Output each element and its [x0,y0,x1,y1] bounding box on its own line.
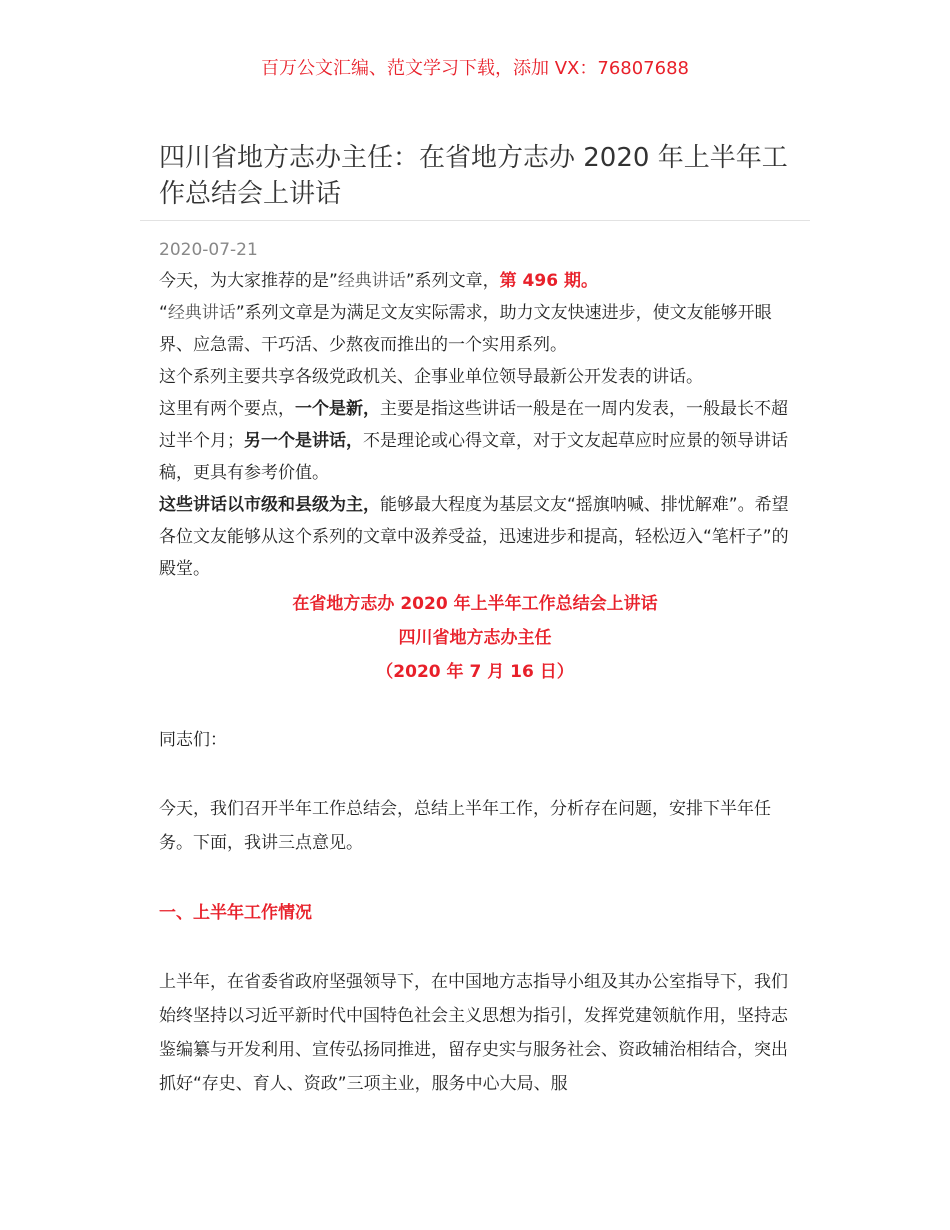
speech-heading: 在省地方志办 2020 年上半年工作总结会上讲话 [292,594,658,614]
intro-paragraph-5 [159,489,799,585]
intro-p4-a: 这里有两个要点， [159,399,295,419]
promo-banner: 百万公文汇编、范文学习下载，添加 VX：76807688 [261,58,689,79]
intro-paragraph-3: 这个系列主要共享各级党政机关、企事业单位领导最新公开发表的讲话。 [159,367,703,387]
speech-date: （2020 年 7 月 16 日） [376,662,574,682]
intro-paragraph-2 [159,297,799,361]
intro-p1-prefix: 今天，为大家推荐的是” [159,271,338,291]
opening-paragraph: 今天，我们召开半年工作总结会，总结上半年工作，分析存在问题，安排下半年任务。下面，我讲三点意见。 [159,799,771,853]
intro-p1-quote: 经典讲话 [337,271,406,291]
intro-p1-mid: ”系列文章， [405,271,500,291]
section-1-heading: 一、上半年工作情况 [159,903,312,923]
publish-date: 2020-07-21 [159,240,258,260]
speech-header [0,587,950,689]
intro-section [159,265,799,585]
intro-p4-c: 主要是指这些讲话一般是在一周内发表，一般最长不超过半个月； [159,399,788,451]
intro-p2-quote: 经典讲话 [167,303,236,323]
article-title: 四川省地方志办主任：在省地方志办 2020 年上半年工作总结会上讲话 [159,143,788,209]
intro-paragraph-1 [159,265,799,297]
intro-p4-e: 不是理论或心得文章，对于文友起草应时应景的领导讲话稿，更具有参考价值。 [159,431,788,483]
intro-p5-a: 这些讲话以市级和县级为主， [159,495,380,515]
intro-p4-d: 另一个是讲话， [244,431,363,451]
intro-p5-b: 能够最大程度为基层文友“摇旗呐喊、排忧解难”。希望各位文友能够从这个系列的文章中汲养受益，迅速进步和提高，轻松迈入“笔杆子”的殿堂。 [159,495,789,579]
intro-p2-open: “ [159,303,168,323]
title-divider [140,220,810,221]
speech-speaker: 四川省地方志办主任 [398,628,552,648]
salutation: 同志们： [159,730,227,750]
issue-number: 第 496 期。 [499,271,598,291]
intro-paragraph-4 [159,393,799,489]
section-1-paragraph: 上半年，在省委省政府坚强领导下，在中国地方志指导小组及其办公室指导下，我们始终坚持以习近平新时代中国特色社会主义思想为指引，发挥党建领航作用，坚持志鉴编纂与开发利用、宣传弘扬同推进，留存史实与服务社会、资政辅治相结合，突出抓好“存史、育人、资政”三项主业，服务中心大局、服 [159,972,788,1094]
intro-p2-rest: ”系列文章是为满足文友实际需求，助力文友快速进步，使文友能够开眼界、应急需、干巧活、少熬夜而推出的一个实用系列。 [159,303,772,355]
intro-p4-b: 一个是新， [295,399,380,419]
